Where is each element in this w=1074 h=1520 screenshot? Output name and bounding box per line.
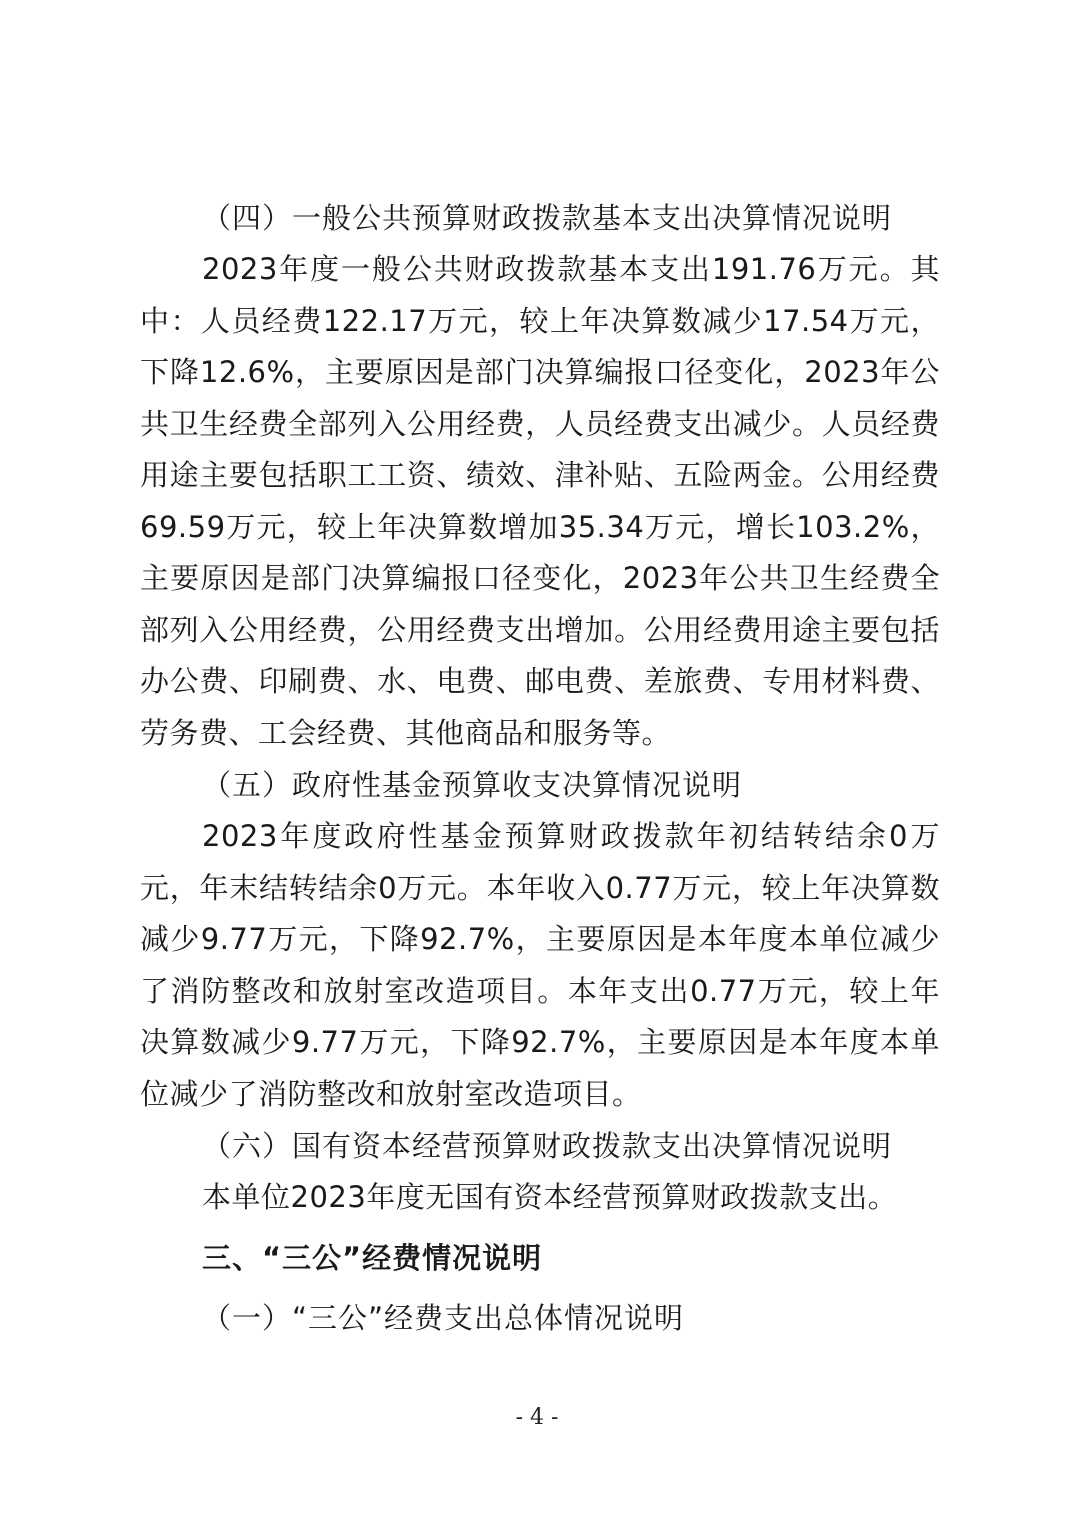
document-body	[140, 192, 940, 1344]
heading-section-4: （四）一般公共预算财政拨款基本支出决算情况说明	[202, 201, 893, 235]
page-number: - 4 -	[515, 1405, 559, 1430]
paragraph-section-5: 2023年度政府性基金预算财政拨款年初结转结余0万元，年末结转结余0万元。本年收入0.77万元，较上年决算数减少9.77万元，下降92.7%，主要原因是本年度本单位减少了消防整改和放射室改造项目。本年支出0.77万元，较上年决算数减少9.77万元，下降92.7%，主要原因是本年度本单位减少了消防整改和放射室改造项目。	[140, 819, 940, 1111]
heading-section-6: （六）国有资本经营预算财政拨款支出决算情况说明	[202, 1129, 893, 1163]
paragraph-section-6: 本单位2023年度无国有资本经营预算财政拨款支出。	[202, 1180, 898, 1214]
paragraph-section-4: 2023年度一般公共财政拨款基本支出191.76万元。其中：人员经费122.17万元，较上年决算数减少17.54万元，下降12.6%，主要原因是部门决算编报口径变化，2023年公共卫生经费全部列入公用经费，人员经费支出减少。人员经费用途主要包括职工工资、绩效、津补贴、五险两金。公用经费69.59万元，较上年决算数增加35.34万元，增长103.2%，主要原因是部门决算编报口径变化，2023年公共卫生经费全部列入公用经费，公用经费支出增加。公用经费用途主要包括办公费、印刷费、水、电费、邮电费、差旅费、专用材料费、劳务费、工会经费、其他商品和服务等。	[140, 252, 940, 750]
heading-part-3-sub-1: （一）“三公”经费支出总体情况说明	[202, 1300, 685, 1335]
heading-section-5: （五）政府性基金预算收支决算情况说明	[202, 768, 743, 802]
heading-part-3: 三、“三公”经费情况说明	[202, 1240, 543, 1275]
